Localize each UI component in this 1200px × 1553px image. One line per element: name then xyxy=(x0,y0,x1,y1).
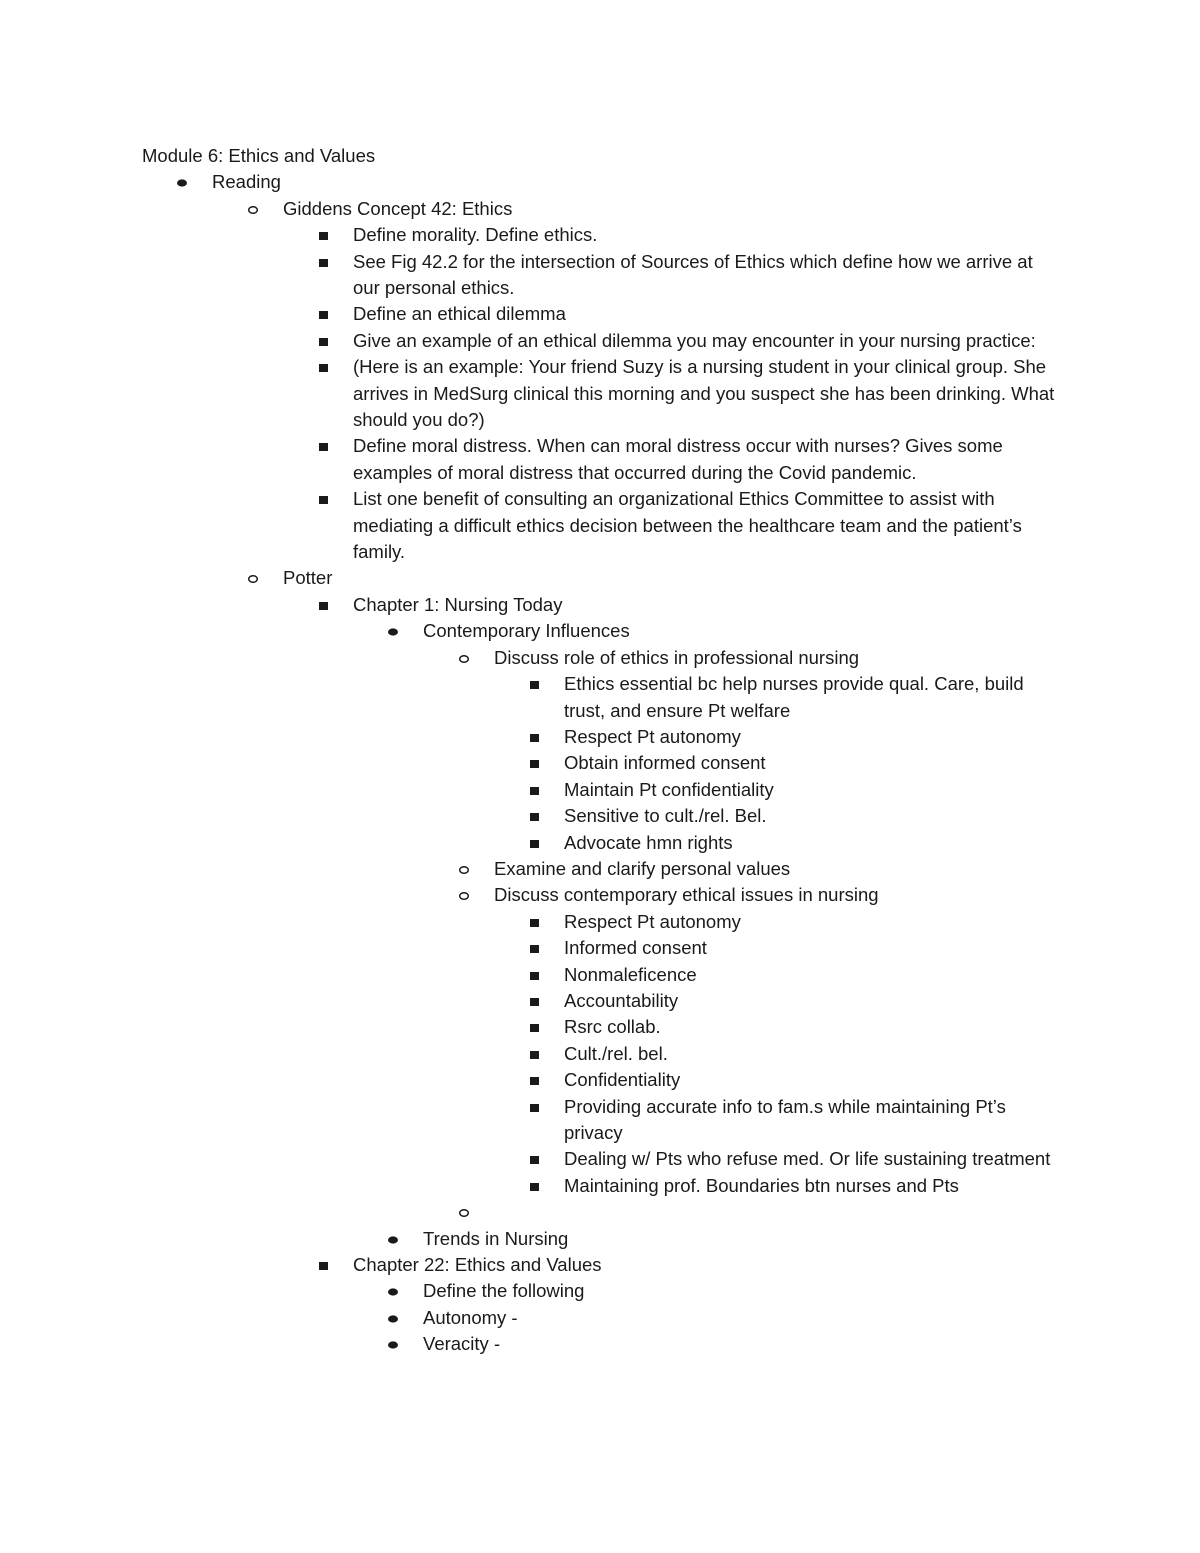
disc-bullet-icon xyxy=(387,618,401,644)
outline-item-text: Advocate hmn rights xyxy=(564,831,733,853)
square-bullet-icon xyxy=(317,486,331,512)
disc-bullet-icon xyxy=(387,1331,401,1357)
square-bullet-icon xyxy=(317,301,331,327)
outline-item xyxy=(0,1146,1200,1172)
outline-item-text: Maintaining prof. Boundaries btn nurses and Pts xyxy=(564,1174,959,1196)
square-bullet-icon xyxy=(528,830,542,856)
circle-bullet-icon xyxy=(458,882,472,908)
outline-item-text: Maintain Pt confidentiality xyxy=(564,778,774,800)
outline-item-text: Cult./rel. bel. xyxy=(564,1042,668,1064)
outline-item-text: List one benefit of consulting an organizational Ethics Committee to assist with mediating a difficult ethics decision between the healthcare team and the patient’s family. xyxy=(353,488,1022,563)
outline-list xyxy=(0,169,1200,1357)
disc-bullet-icon xyxy=(387,1226,401,1252)
outline-item-text: Rsrc collab. xyxy=(564,1016,661,1038)
outline-item xyxy=(0,935,1200,961)
outline-item xyxy=(0,803,1200,829)
outline-item xyxy=(0,1199,1200,1225)
outline-item xyxy=(0,1173,1200,1199)
outline-item xyxy=(0,1278,1200,1304)
outline-item xyxy=(0,301,1200,327)
outline-item-text: Reading xyxy=(212,171,281,193)
outline-item-text: Discuss contemporary ethical issues in nursing xyxy=(494,884,879,906)
outline-item xyxy=(0,1014,1200,1040)
outline-item-text: Giddens Concept 42: Ethics xyxy=(283,197,513,219)
outline-item xyxy=(0,249,1200,302)
outline-item-text: Veracity - xyxy=(423,1333,501,1355)
outline-item-text: Confidentiality xyxy=(564,1069,681,1091)
outline-item-text: Define moral distress. When can moral distress occur with nurses? Gives some examples of moral distress that occurred during the Covid pandemic. xyxy=(353,435,1003,483)
outline-item xyxy=(0,1226,1200,1252)
square-bullet-icon xyxy=(317,1252,331,1278)
outline-item-text: Informed consent xyxy=(564,937,707,959)
square-bullet-icon xyxy=(528,1041,542,1067)
outline-item-text: Sensitive to cult./rel. Bel. xyxy=(564,805,767,827)
outline-item-text: Define morality. Define ethics. xyxy=(353,224,598,246)
outline-item xyxy=(0,169,1200,195)
outline-item xyxy=(0,486,1200,565)
outline-item-text xyxy=(494,1199,1058,1225)
circle-bullet-icon xyxy=(247,565,261,591)
circle-bullet-icon xyxy=(458,645,472,671)
outline-item xyxy=(0,882,1200,908)
outline-item-text: Accountability xyxy=(564,989,679,1011)
outline-item-text: Providing accurate info to fam.s while maintaining Pt’s privacy xyxy=(564,1095,1006,1144)
square-bullet-icon xyxy=(528,1067,542,1093)
disc-bullet-icon xyxy=(387,1278,401,1304)
outline-item xyxy=(0,1305,1200,1331)
outline-item xyxy=(0,671,1200,724)
outline-item-text: Define the following xyxy=(423,1280,585,1302)
square-bullet-icon xyxy=(528,1146,542,1172)
outline-item-text: (Here is an example: Your friend Suzy is a nursing student in your clinical group. She arrives in MedSurg clinical this morning and you suspect she has been drinking. What should you do?) xyxy=(353,356,1055,431)
outline-item-text: Obtain informed consent xyxy=(564,752,766,774)
outline-item-text: Ethics essential bc help nurses provide qual. Care, build trust, and ensure Pt welfare xyxy=(564,673,1024,721)
square-bullet-icon xyxy=(528,724,542,750)
outline-item xyxy=(0,777,1200,803)
outline-item xyxy=(0,1067,1200,1093)
outline-item xyxy=(0,1041,1200,1067)
outline-item-text: Potter xyxy=(283,567,333,589)
square-bullet-icon xyxy=(528,1173,542,1199)
outline-item-text: Define an ethical dilemma xyxy=(353,303,566,325)
square-bullet-icon xyxy=(528,803,542,829)
square-bullet-icon xyxy=(528,1094,542,1120)
outline-item xyxy=(0,909,1200,935)
square-bullet-icon xyxy=(317,222,331,248)
circle-bullet-icon xyxy=(458,856,472,882)
outline-item-text: See Fig 42.2 for the intersection of Sources of Ethics which define how we arrive at our personal ethics. xyxy=(353,250,1033,299)
outline-item xyxy=(0,592,1200,618)
disc-bullet-icon xyxy=(176,169,190,195)
square-bullet-icon xyxy=(528,1014,542,1040)
outline-item-text: Examine and clarify personal values xyxy=(494,857,791,879)
outline-item-text: Contemporary Influences xyxy=(423,620,630,642)
square-bullet-icon xyxy=(317,249,331,275)
outline-item xyxy=(0,222,1200,248)
outline-item xyxy=(0,645,1200,671)
square-bullet-icon xyxy=(528,777,542,803)
square-bullet-icon xyxy=(317,592,331,618)
document-title: Module 6: Ethics and Values xyxy=(142,145,376,166)
square-bullet-icon xyxy=(317,433,331,459)
circle-bullet-icon xyxy=(458,1199,472,1225)
square-bullet-icon xyxy=(317,328,331,354)
square-bullet-icon xyxy=(528,935,542,961)
outline-item xyxy=(0,750,1200,776)
square-bullet-icon xyxy=(528,909,542,935)
square-bullet-icon xyxy=(528,962,542,988)
outline-item xyxy=(0,1094,1200,1147)
outline-item-text: Autonomy - xyxy=(423,1306,518,1328)
outline-item xyxy=(0,1252,1200,1278)
outline-item xyxy=(0,988,1200,1014)
outline-item xyxy=(0,856,1200,882)
outline-item-text: Chapter 22: Ethics and Values xyxy=(353,1254,602,1276)
square-bullet-icon xyxy=(317,354,331,380)
outline-item xyxy=(0,328,1200,354)
outline-item xyxy=(0,565,1200,591)
outline-item-text: Dealing w/ Pts who refuse med. Or life sustaining treatment xyxy=(564,1148,1051,1170)
outline-item xyxy=(0,724,1200,750)
outline-item xyxy=(0,1331,1200,1357)
outline-item xyxy=(0,196,1200,222)
outline-item-text: Trends in Nursing xyxy=(423,1227,569,1249)
square-bullet-icon xyxy=(528,750,542,776)
square-bullet-icon xyxy=(528,671,542,697)
outline-item-text: Respect Pt autonomy xyxy=(564,910,741,932)
outline-item xyxy=(0,433,1200,486)
outline-item-text: Give an example of an ethical dilemma you may encounter in your nursing practice: xyxy=(353,329,1036,351)
circle-bullet-icon xyxy=(247,196,261,222)
disc-bullet-icon xyxy=(387,1305,401,1331)
outline-item xyxy=(0,354,1200,433)
outline-item xyxy=(0,962,1200,988)
outline-item xyxy=(0,618,1200,644)
outline-item-text: Discuss role of ethics in professional nursing xyxy=(494,646,860,668)
outline-item-text: Nonmaleficence xyxy=(564,963,697,985)
square-bullet-icon xyxy=(528,988,542,1014)
outline-item-text: Chapter 1: Nursing Today xyxy=(353,593,563,615)
outline-item xyxy=(0,830,1200,856)
outline-item-text: Respect Pt autonomy xyxy=(564,725,741,747)
